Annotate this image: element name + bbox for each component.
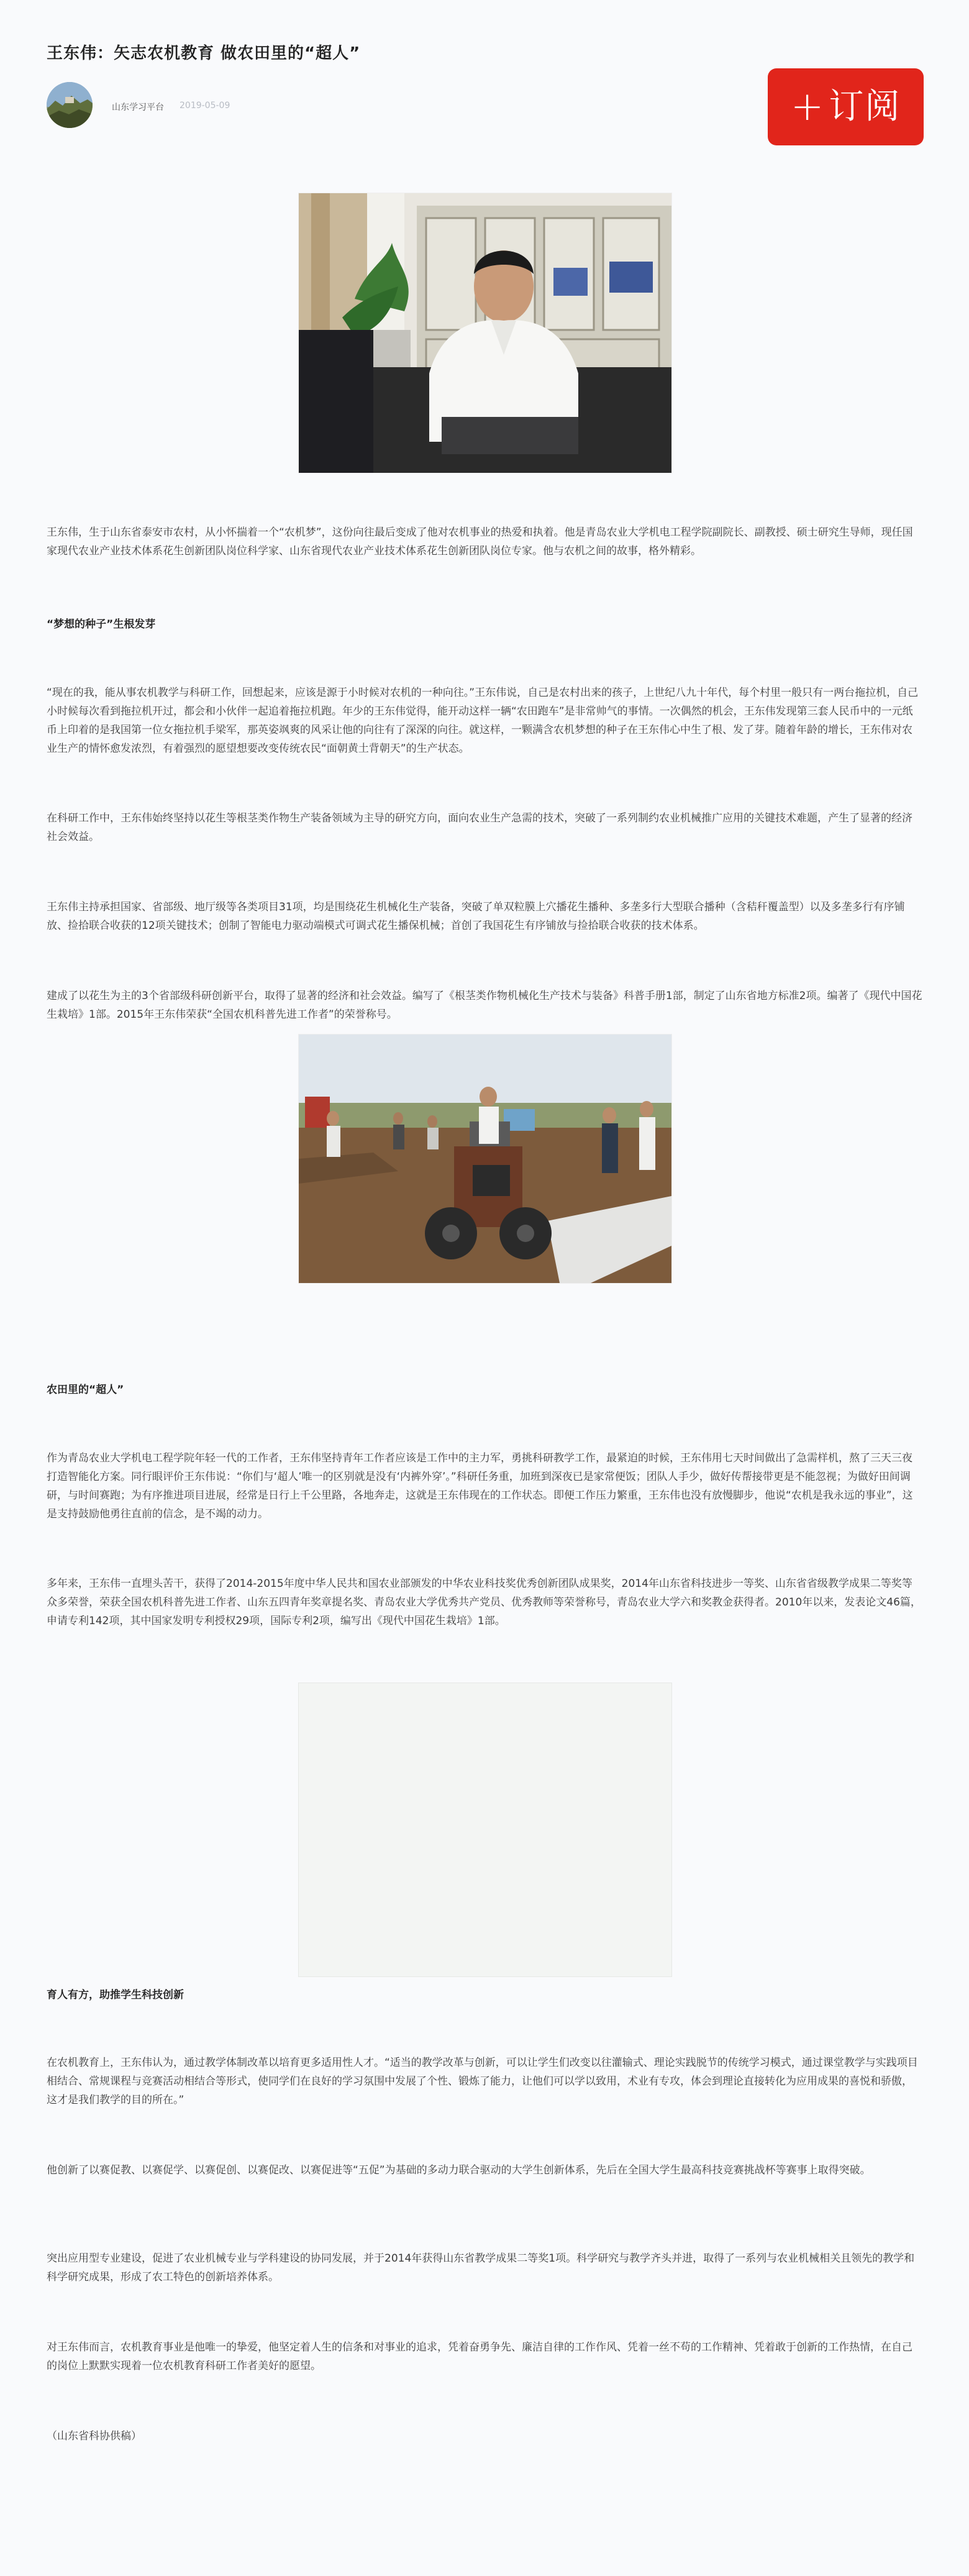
paragraph-4: 王东伟主持承担国家、省部级、地厅级等各类项目31项，均是围绕花生机械化生产装备，突破了单双粒膜上穴播花生播种、多垄多行大型联合播种（含秸秆覆盖型）以及多垄多行有序铺放、捡拾联合收获的12项关键技术；创制了智能电力驱动端模式可调式花生播保机械；首创了我国花生有序铺放与捡拾联合收获的技术体系。: [47, 901, 905, 932]
article-title: 王东伟：矢志农机教育 做农田里的“超人”: [47, 44, 361, 63]
paragraph-3: 在科研工作中，王东伟始终坚持以花生等根茎类作物生产装备领域为主导的研究方向，面向农业生产急需的技术，突破了一系列制约农业机械推广应用的关键技术难题，产生了显著的经济社会效益。: [47, 812, 912, 843]
subscribe-label: 订阅: [829, 86, 901, 127]
section-heading-2: 农田里的“超人”: [47, 1384, 124, 1396]
paragraph-10: 突出应用型专业建设，促进了农业机械专业与学科建设的协同发展，并于2014年获得山东省教学成果二等奖1项。科学研究与教学齐头并进，取得了一系列与农业机械相关且领先的教学和科学研究成果，形成了农工特色的创新培养体系。: [47, 2252, 915, 2283]
plus-icon: +: [790, 84, 824, 130]
subscribe-button[interactable]: [768, 68, 924, 145]
field-tractor-photo: [298, 1034, 672, 1284]
source-avatar[interactable]: [47, 82, 93, 128]
section-heading-1: “梦想的种子”生根发芽: [47, 618, 156, 631]
paragraph-8: 在农机教育上，王东伟认为，通过教学体制改革以培育更多适用性人才。“适当的教学改革与创新，可以让学生们改变以往灌输式、理论实践脱节的传统学习模式，通过课堂教学与实践项目相结合、常规课程与竞赛活动相结合等形式，使同学们在良好的学习氛围中发展了个性、锻炼了能力，让他们可以学以致用，术业有专攻，体会到理论直接转化为应用成果的喜悦和骄傲，这才是我们教学的目的所在。”: [47, 2057, 918, 2106]
image-placeholder: [298, 1683, 672, 1977]
paragraph-7: 多年来，王东伟一直埋头苦干，获得了2014-2015年度中华人民共和国农业部颁发的中华农业科技奖优秀创新团队成果奖，2014年山东省科技进步一等奖、山东省省级教学成果二等奖等众多荣誉，荣获全国农机科普先进工作者、山东五四青年奖章提名奖、青岛农业大学优秀共产党员、优秀教师等荣誉称号，青岛农业大学六和奖教金获得者。2010年以来，发表论文46篇，申请专利142项，其中国家发明专利授权29项，国际专利2项，编写出《现代中国花生栽培》1部。: [47, 1578, 921, 1627]
article-credit: （山东省科协供稿）: [47, 2430, 142, 2442]
mountain-landscape-icon: [47, 82, 93, 128]
paragraph-9: 他创新了以赛促教、以赛促学、以赛促创、以赛促改、以赛促进等“五促”为基础的多动力联合驱动的大学生创新体系，先后在全国大学生最高科技竞赛挑战杯等赛事上取得突破。: [47, 2164, 871, 2176]
publish-date: 2019-05-09: [180, 101, 230, 111]
paragraph-11: 对王东伟而言，农机教育事业是他唯一的挚爱，他坚定着人生的信条和对事业的追求，凭着奋勇争先、廉洁自律的工作作风、凭着一丝不苟的工作精神、凭着敢于创新的工作热情，在自己的岗位上默默实现着一位农机教育科研工作者美好的愿望。: [47, 2341, 912, 2372]
section-heading-3: 育人有方，助推学生科技创新: [47, 1989, 184, 2001]
source-name[interactable]: 山东学习平台: [112, 103, 164, 112]
paragraph-5: 建成了以花生为主的3个省部级科研创新平台，取得了显著的经济和社会效益。编写了《根茎类作物机械化生产技术与装备》科普手册1部，制定了山东省地方标准2项。编著了《现代中国花生栽培》1部。2015年王东伟荣获“全国农机科普先进工作者”的荣誉称号。: [47, 990, 922, 1021]
portrait-photo: [298, 193, 672, 473]
paragraph-2: “现在的我，能从事农机教学与科研工作，回想起来，应该是源于小时候对农机的一种向往。”王东伟说，自己是农村出来的孩子，上世纪八九十年代，每个村里一般只有一两台拖拉机，自己小时候每次看到拖拉机开过，都会和小伙伴一起追着拖拉机跑。年少的王东伟觉得，能开动这样一辆“农田跑车”是非常帅气的事情。一次偶然的机会，王东伟发现第三套人民币中的一元纸币上印着的是我国第一位女拖拉机手梁军，那英姿飒爽的风采让他的向往有了深深的向往。就这样，一颗满含农机梦想的种子在王东伟心中生了根、发了芽。随着年龄的增长，王东伟对农业生产的情怀愈发浓烈，有着强烈的愿望想要改变传统农民“面朝黄土背朝天”的生产状态。: [47, 687, 919, 755]
paragraph-6: 作为青岛农业大学机电工程学院年轻一代的工作者，王东伟坚持青年工作者应该是工作中的主力军，勇挑科研教学工作，最紧迫的时候，王东伟用七天时间做出了急需样机，熬了三天三夜打造智能化方案。同行眼评价王东伟说：“你们与‘超人’唯一的区别就是没有‘内裤外穿’。”科研任务重，加班到深夜已是家常便饭；团队人手少，做好传帮接带更是不能忽视；为做好田间调研，与时间赛跑；为有序推进项目进展，经常是日行上千公里路，各地奔走，这就是王东伟现在的工作状态。即便工作压力繁重，王东伟也没有放慢脚步，他说“农机是我永远的事业”，这是支持鼓励他勇往直前的信念，是不竭的动力。: [47, 1452, 913, 1520]
paragraph-1: 王东伟，生于山东省泰安市农村，从小怀揣着一个“农机梦”，这份向往最后变成了他对农机事业的热爱和执着。他是青岛农业大学机电工程学院副院长、副教授、硕士研究生导师，现任国家现代农业产业技术体系花生创新团队岗位科学家、山东省现代农业产业技术体系花生创新团队岗位专家。他与农机之间的故事，格外精彩。: [47, 526, 913, 557]
